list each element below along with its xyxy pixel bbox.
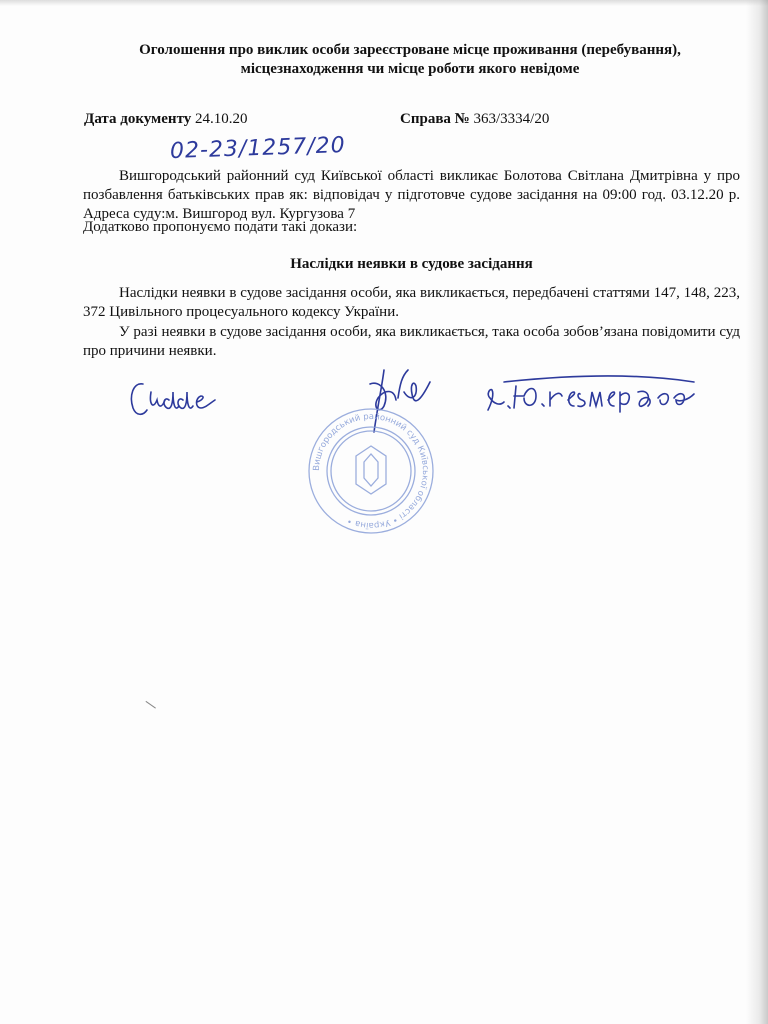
date-value: 24.10.20 [195, 111, 248, 127]
svg-text:Вишгородський районний суд Киї [312, 412, 430, 530]
extra-evidence-line: Додатково пропонуємо подати такі докази: [83, 219, 358, 235]
judge-handwritten-label [125, 370, 225, 425]
scan-mark [146, 694, 161, 708]
case-label: Справа № [400, 111, 470, 127]
case-value: 363/3334/20 [473, 111, 550, 127]
scan-top-edge [0, 0, 768, 6]
case-number [400, 110, 549, 129]
consequences-paragraph: Наслідки неявки в судове засідання особи, яка викликається, передбачені статтями 147, 148, 223, 372 Цивільного процесуального кодексу України. [83, 285, 740, 320]
consequences-heading: Наслідки неявки в судове засідання [290, 256, 533, 272]
document-title [100, 41, 720, 79]
notify-court-paragraph: У разі неявки в судове засідання особи, яка викликається, така особа зобов’язана повідомити суд про причини неявки. [83, 324, 740, 359]
handwritten-registration-number: 02-23/1257/20 [169, 132, 347, 165]
title-line-1: Оголошення про виклик особи зареєстроване місце проживання (перебування), [139, 42, 681, 58]
document-date [84, 110, 248, 129]
date-label: Дата документу [84, 111, 192, 127]
summons-paragraph: Вишгородський районний суд Київської області викликає Болотова Світлана Дмитрівна у про позбавлення батьківських прав як: відповідач у підготовче судове засідання на 09:00 год. 03.12.20 р. Адреса суду:м. Вишгород вул. Кургузова 7 [83, 168, 740, 222]
scan-right-edge [746, 0, 768, 1024]
court-seal [306, 406, 436, 536]
title-line-2: місцезнаходження чи місце роботи якого невідоме [240, 61, 580, 77]
judge-name-handwritten [480, 362, 700, 422]
seal-text: Вишгородський районний суд Київської області • Україна • [311, 411, 431, 531]
